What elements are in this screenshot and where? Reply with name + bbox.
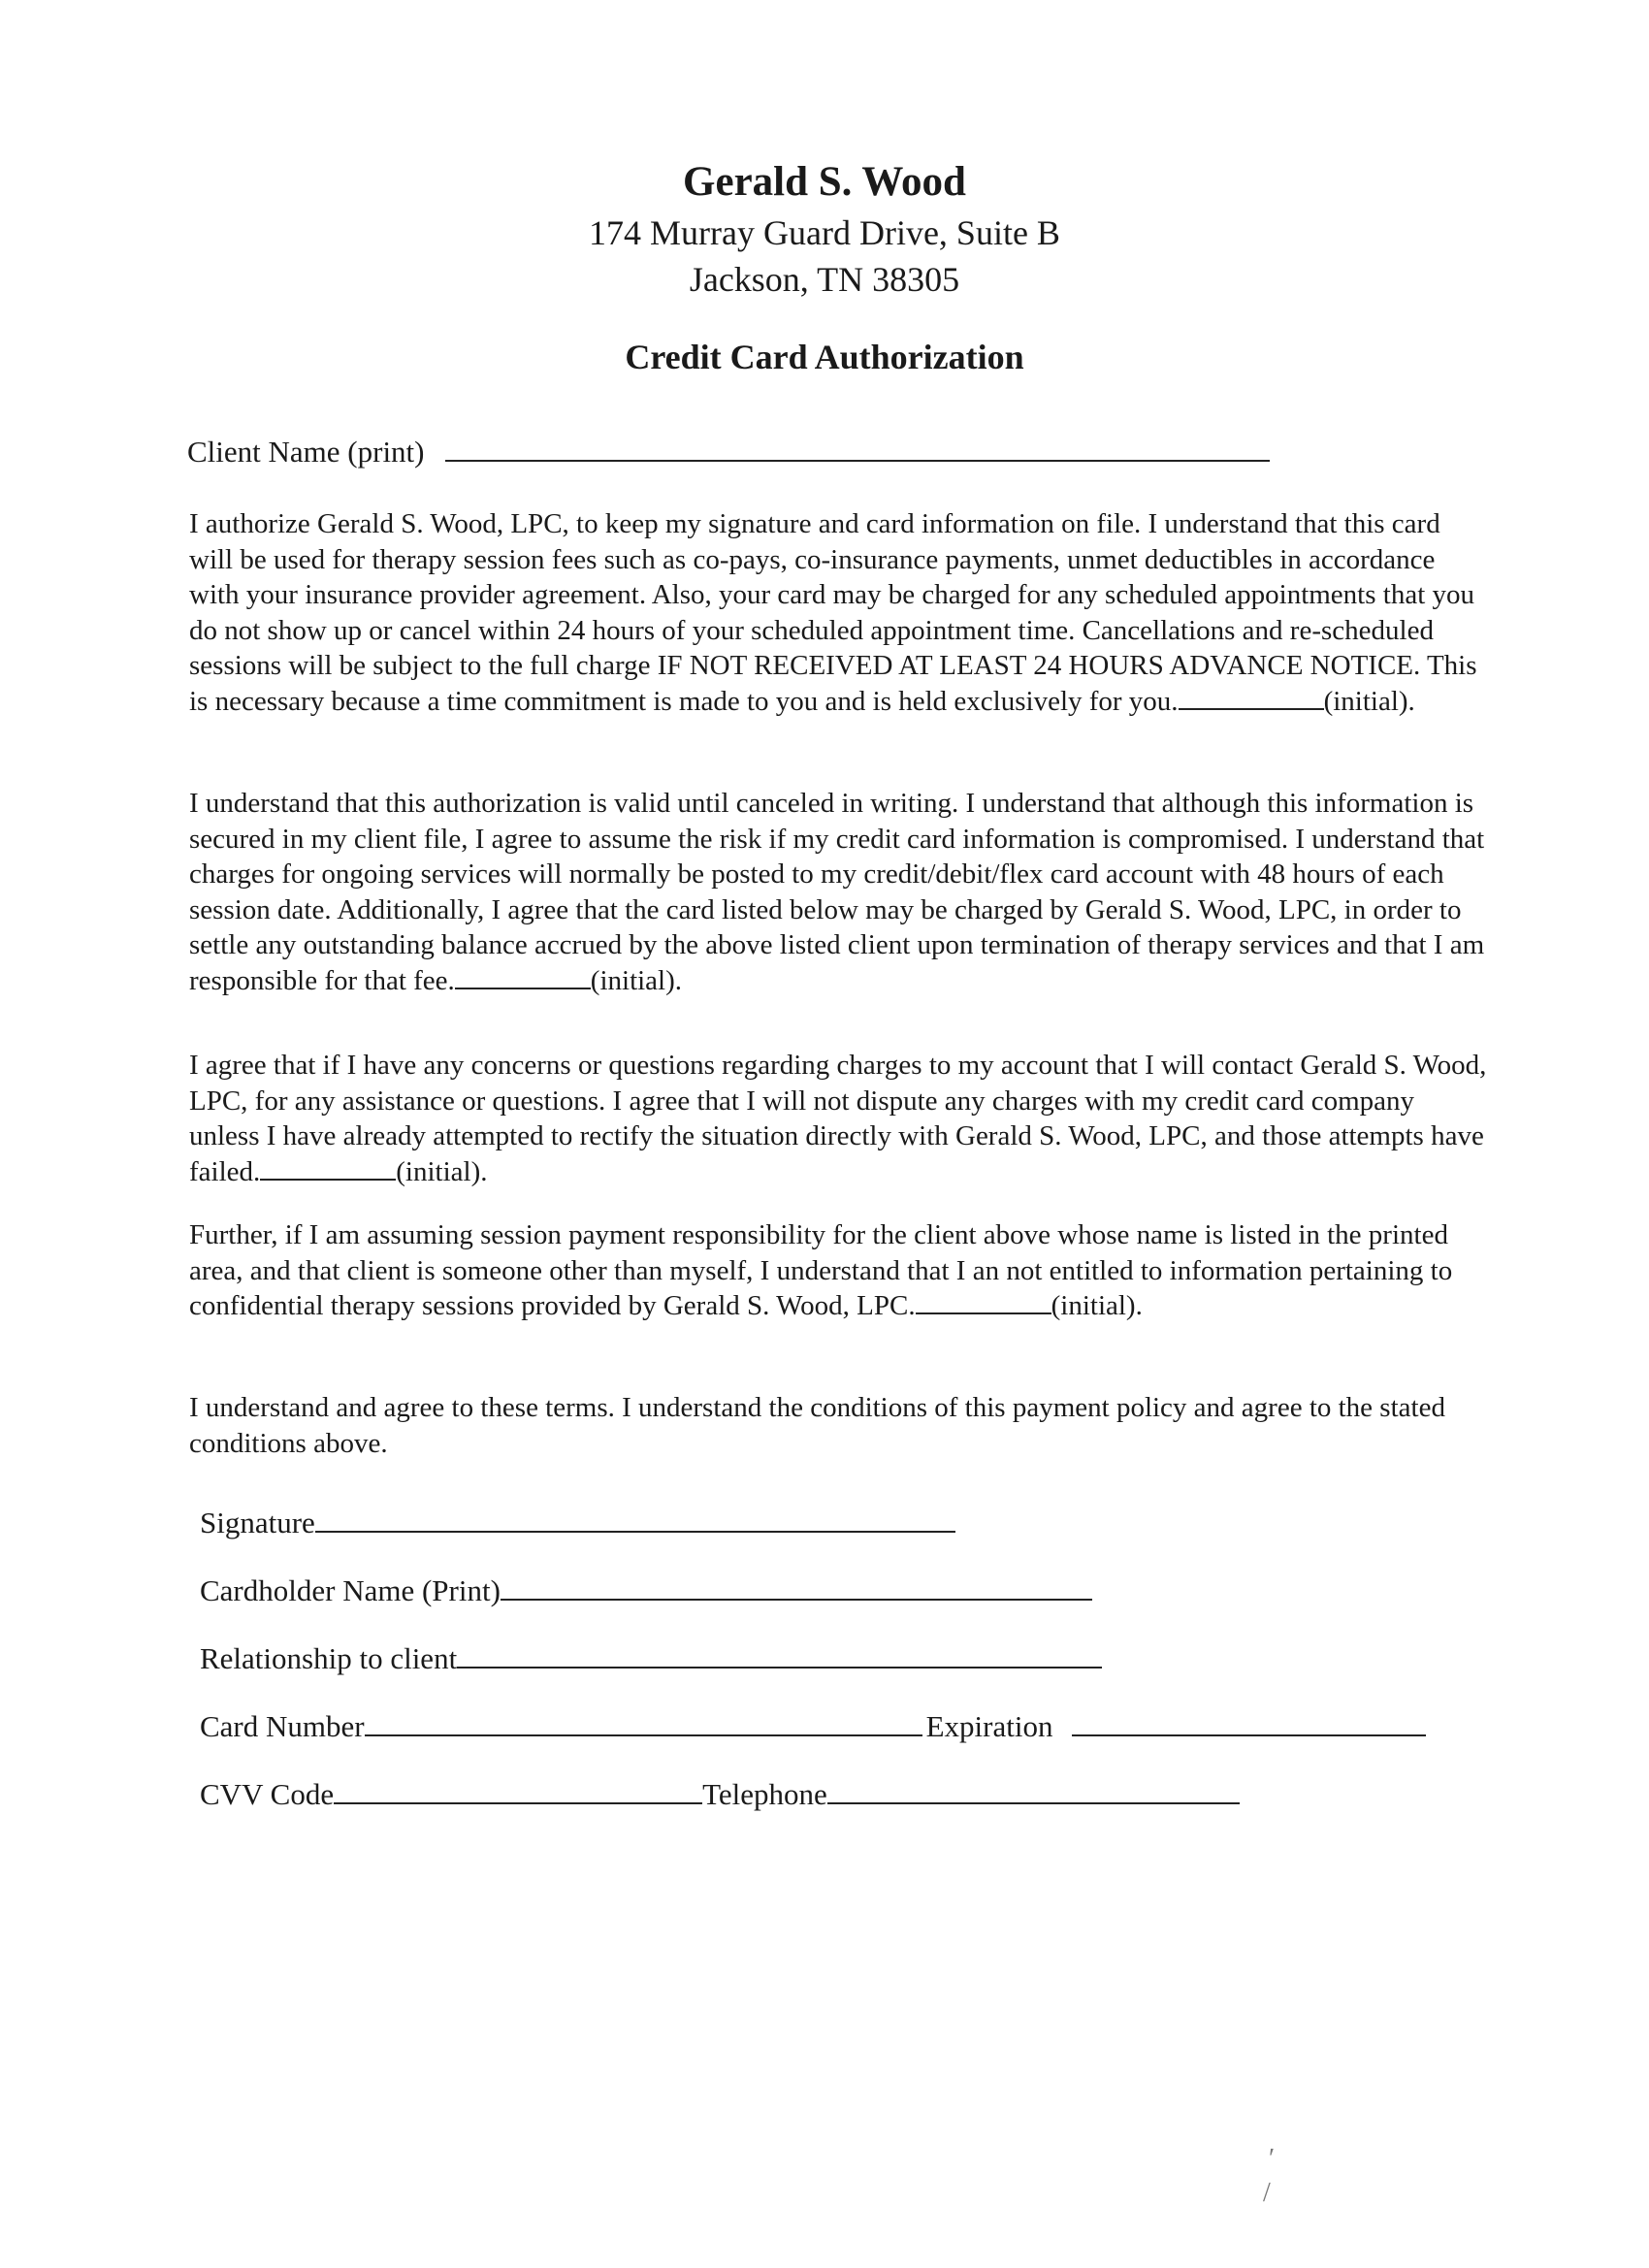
- client-name-label: Client Name (print): [187, 435, 425, 469]
- relationship-row: [200, 1639, 1102, 1678]
- relationship-field[interactable]: [457, 1641, 1102, 1669]
- scan-mark: /: [1263, 2178, 1271, 2208]
- initial-field[interactable]: [260, 1155, 396, 1181]
- card-number-row: [200, 1707, 1426, 1746]
- initial-field[interactable]: [455, 964, 591, 989]
- card-number-field[interactable]: [365, 1709, 922, 1736]
- expiration-label: Expiration: [925, 1709, 1053, 1743]
- cardholder-name-field[interactable]: [501, 1573, 1092, 1601]
- paragraph-text: Further, if I am assuming session payment responsibility for the client above whose name is listed in the printed area, and that client is someone other than myself, I understand that I an not entitled to information pertaining to confidential therapy sessions provided by Gerald S. Wood, LPC.: [189, 1219, 1453, 1321]
- cvv-label: CVV Code: [200, 1777, 335, 1811]
- paragraph-text: I agree that if I have any concerns or questions regarding charges to my account that I will contact Gerald S. Wood, LPC, for any assistance or questions. I agree that I will not dispute any charges with my credit card company unless I have already attempted to rectify the situation directly with Gerald S. Wood, LPC, and those attempts have failed.: [189, 1050, 1487, 1187]
- initial-label: (initial).: [1051, 1290, 1143, 1321]
- initial-field[interactable]: [1179, 685, 1324, 710]
- address-line-1: 174 Murray Guard Drive, Suite B: [589, 213, 1060, 252]
- cardholder-name-row: [200, 1571, 1092, 1610]
- provider-name: Gerald S. Wood: [683, 159, 966, 205]
- validity-paragraph: [189, 786, 1489, 998]
- initial-label: (initial).: [1323, 685, 1415, 717]
- relationship-label: Relationship to client: [200, 1641, 458, 1675]
- signature-field[interactable]: [315, 1506, 955, 1533]
- paragraph-text: I understand that this authorization is valid until canceled in writing. I understand that although this information is secured in my client file, I agree to assume the risk if my credit card information is compromised. I understand that charges for ongoing services will normally be posted to my credit/debit/flex card account with 48 hours of each session date. Additionally, I agree that the card listed below may be charged by Gerald S. Wood, LPC, in order to settle any outstanding balance accrued by the above listed client upon termination of therapy services and that I am responsible for that fee.: [189, 788, 1485, 996]
- responsibility-paragraph: [189, 1217, 1489, 1324]
- paragraph-text: I authorize Gerald S. Wood, LPC, to keep my signature and card information on file. I understand that this card will be used for therapy session fees such as co-pays, co-insurance payments, unmet deductibles in accordance with your insurance provider agreement. Also, your card may be charged for any scheduled appointments that you do not show up or cancel within 24 hours of your scheduled appointment time. Cancellations and re-scheduled sessions will be subject to the full charge IF NOT RECEIVED AT LEAST 24 HOURS ADVANCE NOTICE. This is necessary because a time commitment is made to you and is held exclusively for you.: [189, 508, 1477, 717]
- cardholder-name-label: Cardholder Name (Print): [200, 1573, 501, 1607]
- cvv-field[interactable]: [334, 1777, 702, 1804]
- initial-label: (initial).: [590, 964, 683, 996]
- paragraph-text: I understand and agree to these terms. I understand the conditions of this payment policy and agree to the stated conditions above.: [189, 1392, 1445, 1459]
- client-name-row: [187, 433, 1270, 471]
- letterhead: [0, 155, 1649, 380]
- signature-row: [200, 1504, 955, 1542]
- initial-label: (initial).: [396, 1155, 488, 1187]
- disputes-paragraph: [189, 1048, 1489, 1189]
- agreement-paragraph: [189, 1390, 1489, 1461]
- client-name-field[interactable]: [445, 435, 1270, 462]
- address-line-2: Jackson, TN 38305: [689, 260, 960, 299]
- card-number-label: Card Number: [200, 1709, 365, 1743]
- scan-mark: ′: [1269, 2144, 1276, 2174]
- signature-label: Signature: [200, 1506, 315, 1539]
- form-title: Credit Card Authorization: [625, 338, 1024, 376]
- authorization-paragraph: [189, 506, 1489, 719]
- telephone-label: Telephone: [702, 1777, 827, 1811]
- cvv-telephone-row: [200, 1775, 1240, 1814]
- initial-field[interactable]: [916, 1289, 1051, 1314]
- telephone-field[interactable]: [827, 1777, 1240, 1804]
- expiration-field[interactable]: [1072, 1709, 1426, 1736]
